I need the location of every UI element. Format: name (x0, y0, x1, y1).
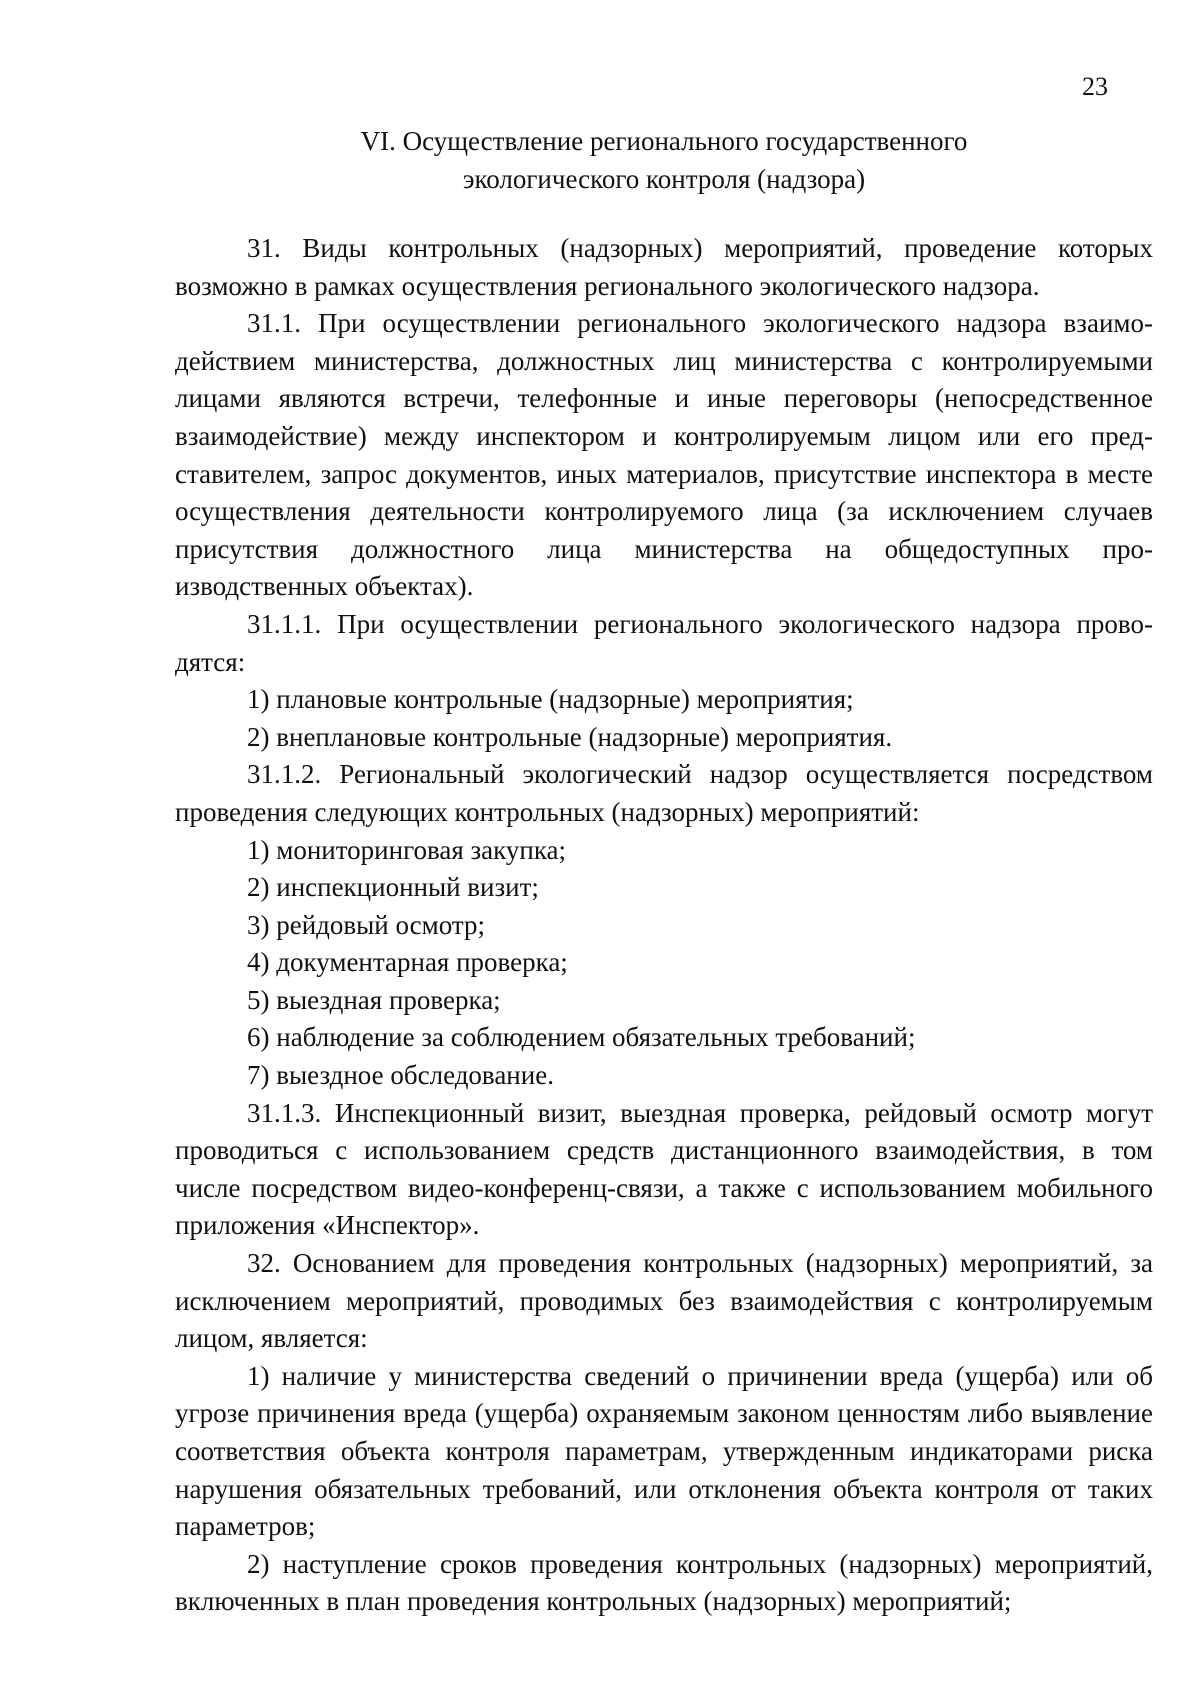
list-item: 5) выездная проверка; (247, 984, 501, 1015)
list-item: 6) наблюдение за соблюдением обязательных требований; (247, 1022, 916, 1053)
paragraph-31-1-2: 31.1.2. Региональный экологический надзор осуществляется посредством проведения следующих контрольных (надзорных) мероприятий: (175, 759, 1153, 827)
list-item: 7) выездное обследование. (247, 1060, 554, 1091)
section-title-line-2: экологического контроля (надзора) (462, 164, 866, 194)
paragraph-31-1-3: 31.1.3. Инспекционный визит, выездная проверка, рейдовый осмотр могут проводиться с использованием средств дистанционного взаимодействия, в том числе посредством видео-конференц-связи, а также с использованием мобильного приложения «Инспектор». (175, 1097, 1153, 1241)
page-number: 23 (1082, 72, 1108, 101)
list-item: 2) внеплановые контрольные (надзорные) мероприятия. (247, 721, 893, 752)
paragraph-31-1: 31.1. При осуществлении регионального экологического надзора взаимодействием министерства, должностных лиц министерства с контролируемыми лицами являются встречи, телефонные и иные переговоры (непосредственное взаимодействие) между инспектором и контролируемым лицом или его представителем, запрос документов, иных материалов, присутствие инспектора в месте осуществления деятельности контролируемого лица (за исключением случаев присутствия должностного лица министерства на общедоступных производственных объектах). (175, 308, 1153, 602)
paragraph-31: 31. Виды контрольных (надзорных) мероприятий, проведение которых возможно в рамках осуществления регионального экологического надзора. (175, 233, 1153, 301)
list-item: 4) документарная проверка; (247, 947, 568, 978)
list-item: 3) рейдовый осмотр; (247, 909, 486, 940)
section-title-line-1: VI. Осуществление регионального государственного (360, 126, 968, 156)
paragraph-32: 32. Основанием для проведения контрольных (надзорных) мероприятий, за исключением мероприятий, проводимых без взаимодействия с контролируемым лицом, является: (175, 1248, 1153, 1354)
list-item: 1) плановые контрольные (надзорные) мероприятия; (247, 684, 854, 715)
list-item: 1) наличие у министерства сведений о причинении вреда (ущерба) или об угрозе причинения вреда (ущерба) охраняемым законом ценностям либо выявление соответствия объекта контроля параметрам, утвержденным индикаторами риска нарушения обязательных требований, или отклонения объекта контроля от таких параметров; (175, 1360, 1153, 1542)
list-item: 2) инспекционный визит; (247, 872, 539, 903)
list-item: 2) наступление сроков проведения контрольных (надзорных) мероприятий, включенных в план проведения контрольных (надзорных) мероприятий; (175, 1548, 1153, 1617)
section-heading (175, 122, 1153, 198)
document-body (175, 230, 1153, 1621)
list-item: 1) мониторинговая закупка; (247, 834, 567, 865)
paragraph-31-1-1: 31.1.1. При осуществлении регионального экологического надзора проводятся: (175, 608, 1153, 677)
